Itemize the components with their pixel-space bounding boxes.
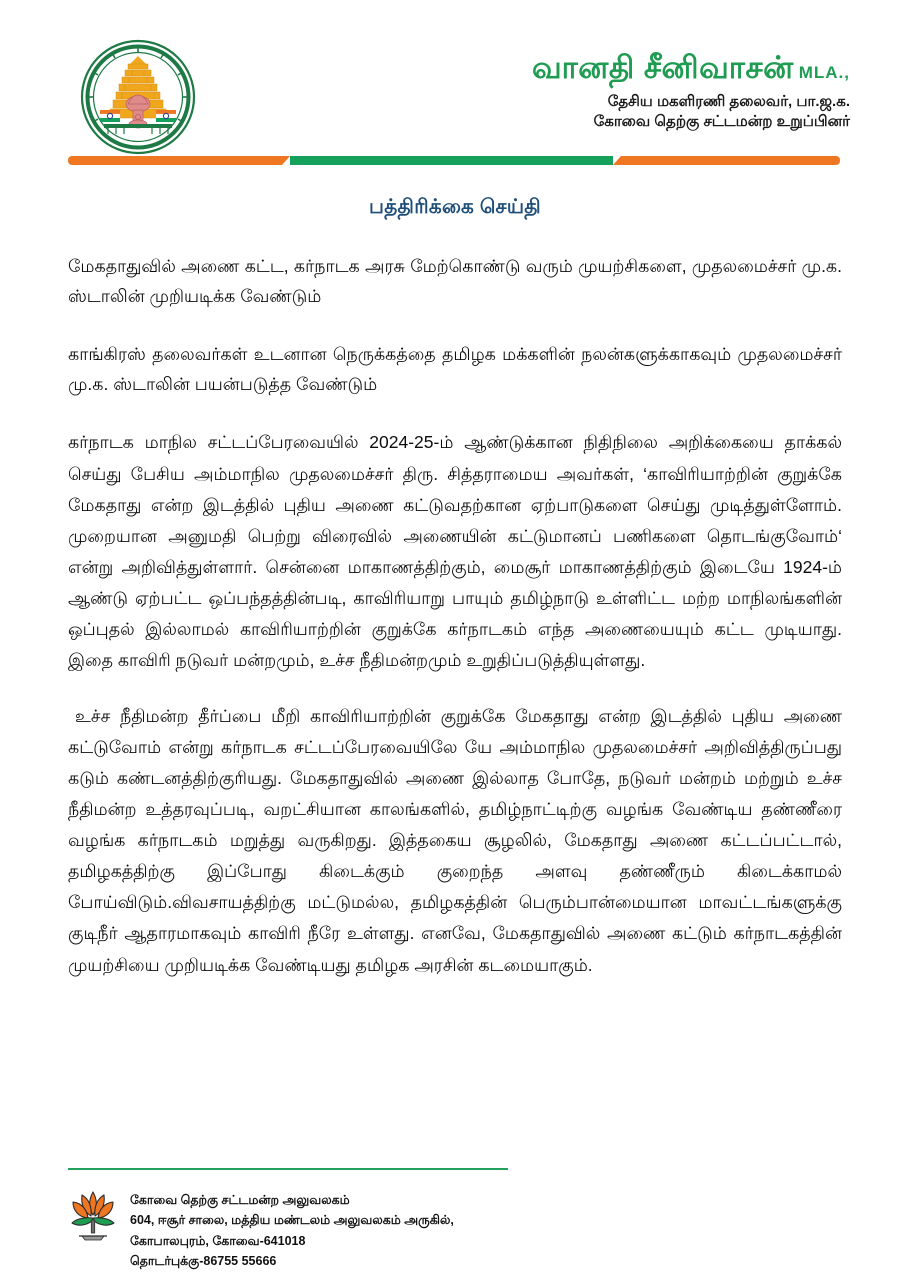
office-address xyxy=(130,1186,454,1271)
page-title: பத்திரிக்கை செய்தி xyxy=(369,196,541,218)
letterhead-text-block xyxy=(532,52,850,129)
subject-line-2: காங்கிரஸ் தலைவர்கள் உடனான நெருக்கத்தை தமிழக மக்களின் நலன்களுக்காகவும் முதலமைச்சர் மு.க. ஸ்டாலின் பயன்படுத்த வேண்டும் xyxy=(68,344,842,395)
designation-line-1: தேசிய மகளிரணி தலைவர், பா.ஜ.க. xyxy=(607,93,850,110)
document-body xyxy=(68,196,842,1005)
office-address-line-2: 604, ஈசூர் சாலை, மத்திய மண்டலம் அலுவலகம் அருகில், xyxy=(130,1213,454,1228)
office-address-line-1: கோவை தெற்கு சட்டமன்ற அலுவலகம் xyxy=(130,1193,350,1207)
bjp-lotus-icon xyxy=(68,1186,118,1244)
divider-segment-right xyxy=(613,156,840,165)
office-contact-line: தொடர்புக்கு-86755 55666 xyxy=(130,1253,277,1268)
footer xyxy=(68,1186,454,1271)
mla-name xyxy=(532,52,850,83)
tamil-nadu-government-emblem-icon xyxy=(78,38,198,156)
body-paragraph-2: உச்ச நீதிமன்ற தீர்ப்பை மீறி காவிரியாற்றின் குறுக்கே மேகதாது என்ற இடத்தில் புதிய அணை கட்டுவோம் என்று கர்நாடக சட்டப்பேரவையிலே யே அம்மாநில முதலமைச்சர் அறிவித்திருப்பது கடும் கண்டனத்திற்குரியது. மேகதாதுவில் அணை இல்லாத போதே, நடுவர் மன்றம் மற்றும் உச்ச நீதிமன்ற உத்தரவுப்படி, வறட்சியான காலங்களில், தமிழ்நாட்டிற்கு வழங்க வேண்டிய தண்ணீரை வழங்க கர்நாடகம் மறுத்து வருகிறது. இத்தகைய சூழலில், மேகதாது அணை கட்டப்பட்டால், தமிழகத்திற்கு இப்போது கிடைக்கும் குறைந்த அளவு தண்ணீரும் கிடைக்காமல் போய்விடும்.விவசாயத்திற்கு மட்டுமல்ல, தமிழகத்தின் பெரும்பான்மையான மாவட்டங்களுக்கு குடிநீர் ஆதாரமாகவும் காவிரி நீரே உள்ளது. எனவே, மேகதாதுவில் அணை கட்டும் கர்நாடகத்தின் முயற்சியை முறியடிக்க வேண்டியது தமிழக அரசின் கடமையாகும். xyxy=(68,705,842,975)
divider-segment-left xyxy=(68,156,290,165)
mla-name-text: வானதி சீனிவாசன் xyxy=(531,50,794,85)
designation-line-2: கோவை தெற்கு சட்டமன்ற உறுப்பினர் xyxy=(593,113,850,130)
body-paragraph-1: கர்நாடக மாநில சட்டப்பேரவையில் 2024-25-ம் ஆண்டுக்கான நிதிநிலை அறிக்கையை தாக்கல் செய்து பேசிய அம்மாநில முதலமைச்சர் திரு. சித்தராமைய அவர்கள், ‘காவிரியாற்றின் குறுக்கே மேகதாது என்ற இடத்தில் புதிய அணை கட்டுவதற்கான ஏற்பாடுகளை செய்து முடித்துள்ளோம். முறையான அனுமதி பெற்று விரைவில் அணையின் கட்டுமானப் பணிகளை தொடங்குவோம்‘ என்று அறிவித்துள்ளார். சென்னை மாகாணத்திற்கும், மைசூர் மாகாணத்திற்கும் இடையே 1924-ம் ஆண்டு ஏற்பட்ட ஒப்பந்தத்தின்படி, காவிரியாறு பாயும் தமிழ்நாடு உள்ளிட்ட மற்ற மாநிலங்களின் ஒப்புதல் இல்லாமல் காவிரியாற்றின் குறுக்கே கர்நாடகம் எந்த அணையையும் கட்ட முடியாது. இதை காவிரி நடுவர் மன்றமும், உச்ச நீதிமன்றமும் உறுதிப்படுத்தியுள்ளது. xyxy=(68,432,842,671)
divider-segment-middle xyxy=(290,156,613,165)
letterhead xyxy=(0,0,904,150)
tricolor-divider xyxy=(68,156,840,165)
mla-name-suffix: MLA., xyxy=(798,63,850,82)
subject-line-1: மேகதாதுவில் அணை கட்ட, கர்நாடக அரசு மேற்கொண்டு வரும் முயற்சிகளை, முதலமைச்சர் மு.க. ஸ்டாலின் முறியடிக்க வேண்டும் xyxy=(68,256,842,307)
office-address-line-3: கோபாலபுரம், கோவை-641018 xyxy=(130,1233,306,1248)
footer-divider xyxy=(68,1168,508,1170)
